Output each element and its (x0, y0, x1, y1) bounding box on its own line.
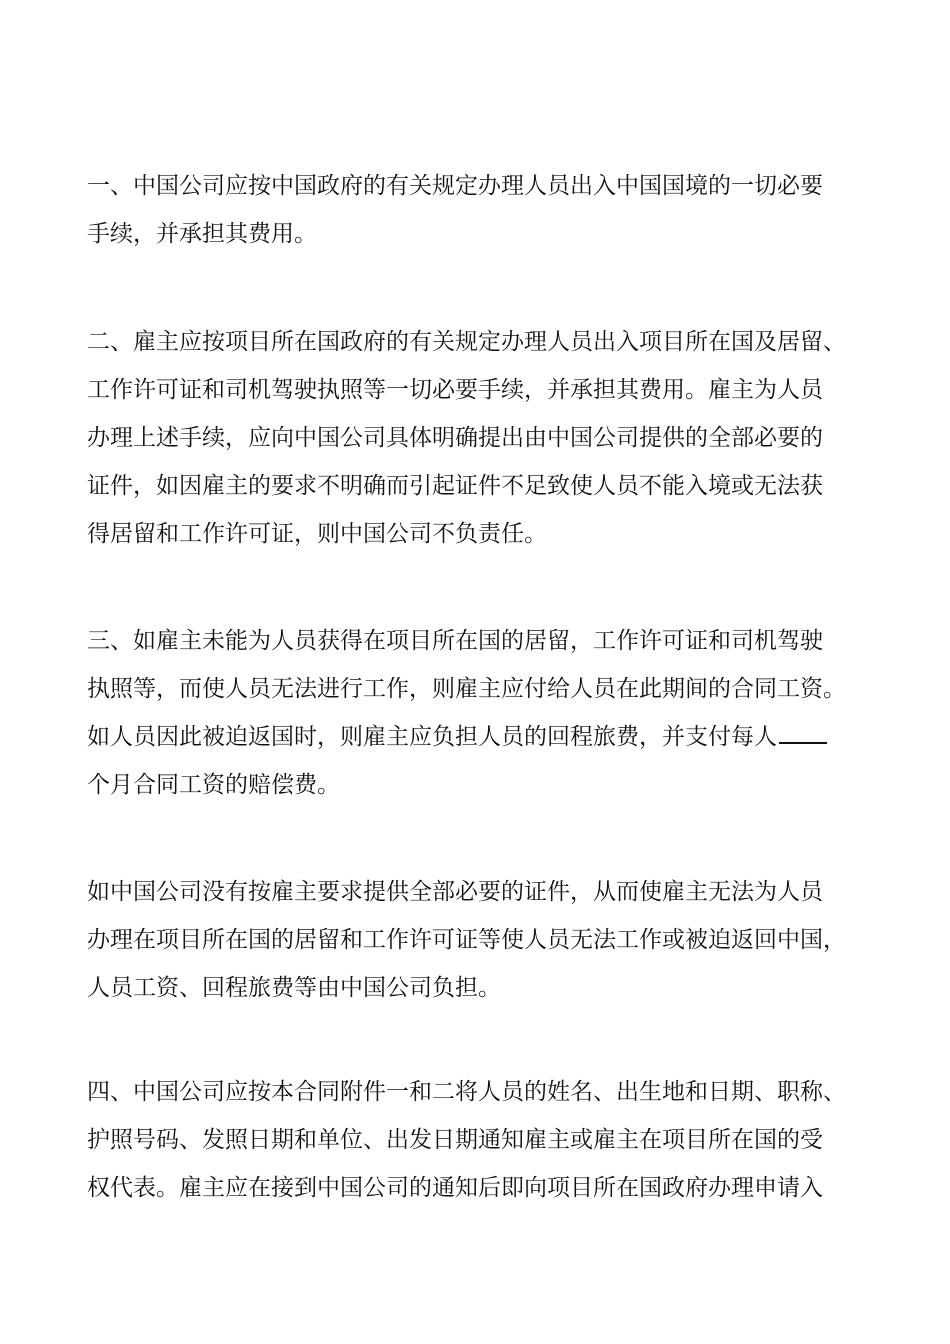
text-line: 执照等，而使人员无法进行工作，则雇主应付给人员在此期间的合同工资。 (87, 676, 846, 702)
text-line: 护照号码、发照日期和单位、出发日期通知雇主或雇主在项目所在国的受 (87, 1127, 823, 1153)
text-line: 工作许可证和司机驾驶执照等一切必要手续，并承担其费用。雇主为人员 (87, 377, 823, 403)
text-line: 个月合同工资的赔偿费。 (87, 772, 340, 798)
text-line: 证件，如因雇主的要求不明确而引起证件不足致使人员不能入境或无法获 (87, 473, 823, 499)
text-line: 办理在项目所在国的居留和工作许可证等使人员无法工作或被迫返回中国， (87, 927, 846, 953)
paragraph-4 (87, 868, 877, 1012)
text-line-with-blank (87, 713, 877, 761)
text-line: 四、中国公司应按本合同附件一和二将人员的姓名、出生地和日期、职称、 (87, 1079, 846, 1105)
text-line: 二、雇主应按项目所在国政府的有关规定办理人员出入项目所在国及居留、 (87, 329, 846, 355)
text-line: 办理上述手续，应向中国公司具体明确提出由中国公司提供的全部必要的 (87, 425, 823, 451)
text-line: 三、如雇主未能为人员获得在项目所在国的居留，工作许可证和司机驾驶 (87, 628, 823, 654)
paragraph-2 (87, 318, 877, 558)
text-segment: 如人员因此被迫返国时，则雇主应负担人员的回程旅费，并支付每人 (87, 724, 777, 750)
paragraph-1 (87, 162, 877, 258)
paragraph-5 (87, 1068, 877, 1212)
fill-in-blank (779, 718, 827, 744)
text-line: 手续，并承担其费用。 (87, 221, 317, 247)
text-line: 权代表。雇主应在接到中国公司的通知后即向项目所在国政府办理申请入 (87, 1175, 823, 1201)
text-line: 一、中国公司应按中国政府的有关规定办理人员出入中国国境的一切必要 (87, 173, 823, 199)
paragraph-3 (87, 617, 877, 809)
text-line: 得居留和工作许可证，则中国公司不负责任。 (87, 521, 547, 547)
text-line: 人员工资、回程旅费等由中国公司负担。 (87, 975, 501, 1001)
text-line: 如中国公司没有按雇主要求提供全部必要的证件，从而使雇主无法为人员 (87, 879, 823, 905)
